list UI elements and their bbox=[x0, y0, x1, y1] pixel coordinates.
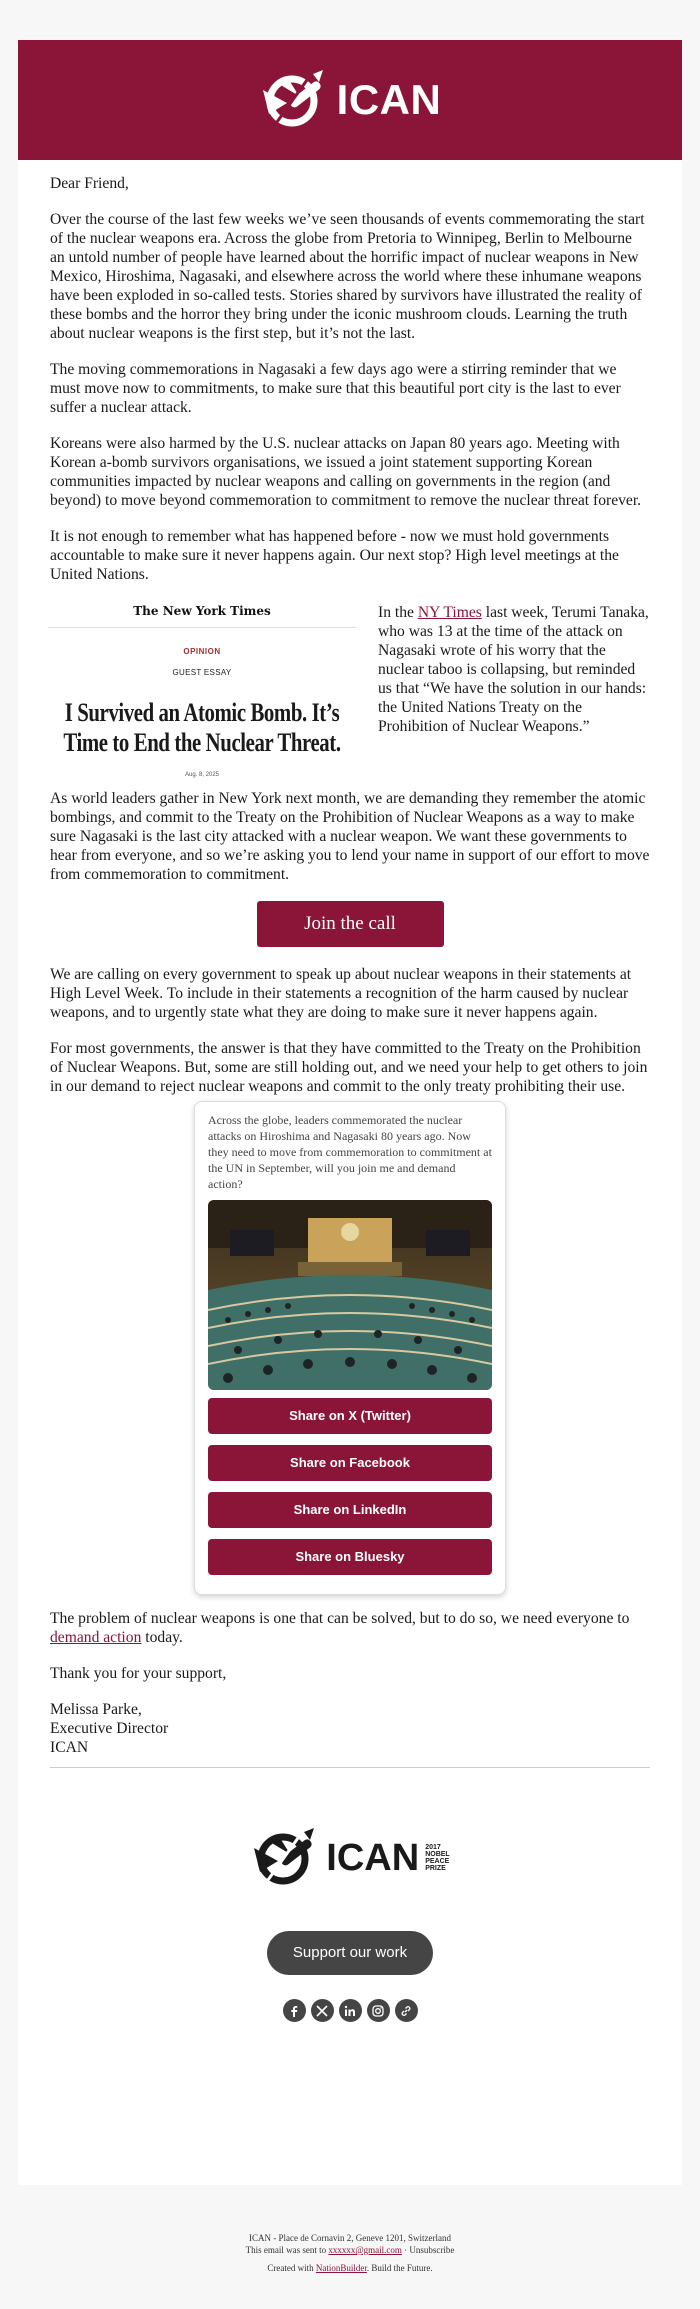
nyt-headline: I Survived an Atomic Bomb. It’s Time to End the Nuclear Threat. bbox=[63, 698, 341, 757]
paragraph: For most governments, the answer is that they have committed to the Treaty on the Prohibition of Nuclear Weapons. But, some are still holding out, and we need your help to get others to join in our demand to reject nuclear weapons and commit to the only treaty prohibiting their use. bbox=[50, 1040, 648, 1095]
footer-logo[interactable] bbox=[50, 1828, 650, 1888]
nyt-paragraph bbox=[356, 601, 650, 736]
divider bbox=[48, 627, 356, 628]
unsubscribe-link[interactable]: Unsubscribe bbox=[409, 2245, 455, 2255]
legal-footer bbox=[0, 2232, 700, 2274]
nobel-line: PRIZE bbox=[425, 1865, 446, 1872]
un-assembly-photo bbox=[208, 1200, 492, 1390]
thanks: Thank you for your support, bbox=[50, 1665, 227, 1682]
ican-logo[interactable] bbox=[259, 70, 442, 130]
support-our-work-button[interactable]: Support our work bbox=[267, 1931, 433, 1975]
divider bbox=[50, 1767, 650, 1768]
share-linkedin-button[interactable]: Share on LinkedIn bbox=[208, 1492, 492, 1528]
text: . Build the Future. bbox=[366, 2263, 433, 2273]
dove-missile-icon bbox=[259, 70, 329, 130]
nyt-section bbox=[50, 601, 650, 778]
share-bluesky-button[interactable]: Share on Bluesky bbox=[208, 1539, 492, 1575]
signature-name: Melissa Parke, bbox=[50, 1701, 142, 1718]
paragraph: Over the course of the last few weeks we’ve seen thousands of events commemorating the start of the nuclear weapons era. Across the globe from Pretoria to Winnipeg, Berlin to Melbourne an untold number of people have learned about the horrific impact of nuclear weapons in New Mexico, Hiroshima, Nagasaki, and elsewhere across the world where these inhumane weapons have been exploded in so-called tests. Stories shared by survivors have illustrated the reality of these bombs and the horror they bring under the iconic mushroom clouds. Learning the truth about nuclear weapons is the first step, but it’s not the last. bbox=[50, 211, 645, 342]
logo-text: ICAN bbox=[336, 76, 442, 123]
nyt-date: Aug. 8, 2025 bbox=[184, 772, 220, 778]
created-with-line bbox=[0, 2262, 700, 2274]
un-assembly-illustration bbox=[208, 1200, 492, 1390]
nyt-kicker: GUEST ESSAY bbox=[172, 668, 232, 677]
nyt-article-image[interactable] bbox=[48, 601, 356, 778]
email-link[interactable]: xxxxxx@gmail.com bbox=[328, 2245, 402, 2255]
text: last week, Terumi Tanaka, who was 13 at the time of the attack on Nagasaki wrote of his worry that the nuclear taboo is collapsing, but reminded us that “We have the solution in our hands: the United Nations Treaty on the Prohibition of Nuclear Weapons.” bbox=[378, 604, 649, 735]
cta-wrap bbox=[50, 901, 650, 947]
facebook-icon[interactable] bbox=[283, 1999, 306, 2022]
paragraph: The moving commemorations in Nagasaki a few days ago were a stirring reminder that we must move now to commitments, to make sure that this beautiful port city is the last to ever suffer a nuclear attack. bbox=[50, 361, 621, 416]
linkedin-icon[interactable] bbox=[339, 1999, 362, 2022]
address: ICAN - Place de Cornavin 2, Geneve 1201, Switzerland bbox=[249, 2233, 451, 2243]
nationbuilder-link[interactable]: NationBuilder bbox=[315, 2263, 367, 2273]
nobel-line: NOBEL bbox=[425, 1851, 450, 1858]
share-text: Across the globe, leaders commemorated the nuclear attacks on Hiroshima and Nagasaki 80 years ago. Now they need to move from commemoration to commitment at the UN in September, will you join me and demand action? bbox=[208, 1113, 492, 1191]
paragraph: Koreans were also harmed by the U.S. nuclear attacks on Japan 80 years ago. Meeting with Korean a-bomb survivors organisations, we issued a joint statement supporting Korean communities impacted by nuclear weapons and calling on governments in the region (and beyond) to move beyond commemoration to commitment to remove the nuclear threat forever. bbox=[50, 435, 642, 509]
x-icon[interactable] bbox=[311, 1999, 334, 2022]
paragraph bbox=[50, 1609, 650, 1647]
instagram-icon[interactable] bbox=[367, 1999, 390, 2022]
signature-org: ICAN bbox=[50, 1739, 89, 1756]
nobel-prize-label bbox=[425, 1844, 450, 1872]
greeting: Dear Friend, bbox=[50, 175, 129, 192]
nyt-masthead: The New York Times bbox=[133, 604, 271, 618]
nobel-line: PEACE bbox=[425, 1858, 450, 1865]
paragraph: We are calling on every government to speak up about nuclear weapons in their statements at High Level Week. To include in their statements a recognition of the harm caused by nuclear weapons, and to urgently state what they are doing to make sure it never happens again. bbox=[50, 966, 632, 1021]
text: Created with bbox=[267, 2263, 316, 2273]
header-banner bbox=[18, 40, 682, 160]
signature bbox=[50, 1700, 650, 1757]
footer-logo-text: ICAN bbox=[326, 1836, 420, 1879]
social-links bbox=[50, 1999, 650, 2022]
nyt-link[interactable]: NY Times bbox=[417, 604, 482, 621]
dove-missile-icon bbox=[250, 1828, 320, 1888]
sent-to-line bbox=[0, 2244, 700, 2256]
share-card bbox=[194, 1101, 506, 1595]
share-facebook-button[interactable]: Share on Facebook bbox=[208, 1445, 492, 1481]
letter-body bbox=[18, 160, 682, 2022]
text: This email was sent to bbox=[245, 2245, 329, 2255]
text: The problem of nuclear weapons is one that can be solved, but to do so, we need everyone to bbox=[50, 1610, 630, 1627]
nyt-section-label: OPINION bbox=[183, 647, 221, 656]
link-icon[interactable] bbox=[395, 1999, 418, 2022]
paragraph: It is not enough to remember what has happened before - now we must hold governments accountable to make sure it never happens again. Our next stop? High level meetings at the United Nations. bbox=[50, 528, 619, 583]
share-x-button[interactable]: Share on X (Twitter) bbox=[208, 1398, 492, 1434]
join-the-call-button[interactable]: Join the call bbox=[257, 901, 444, 947]
text: · bbox=[401, 2245, 410, 2255]
text: In the bbox=[378, 604, 418, 621]
support-wrap bbox=[50, 1931, 650, 1975]
nobel-line: 2017 bbox=[425, 1844, 441, 1851]
demand-action-link[interactable]: demand action bbox=[50, 1629, 142, 1646]
paragraph: As world leaders gather in New York next month, we are demanding they remember the atomic bombings, and commit to the Treaty on the Prohibition of Nuclear Weapons as a way to make sure Nagasaki is the last city attacked with a nuclear weapon. We want these governments to hear from everyone, and so we’re asking you to lend your name in support of our effort to move from commemoration to commitment. bbox=[50, 790, 650, 883]
email-container bbox=[18, 40, 682, 2185]
signature-title: Executive Director bbox=[50, 1720, 169, 1737]
text: today. bbox=[141, 1629, 183, 1646]
